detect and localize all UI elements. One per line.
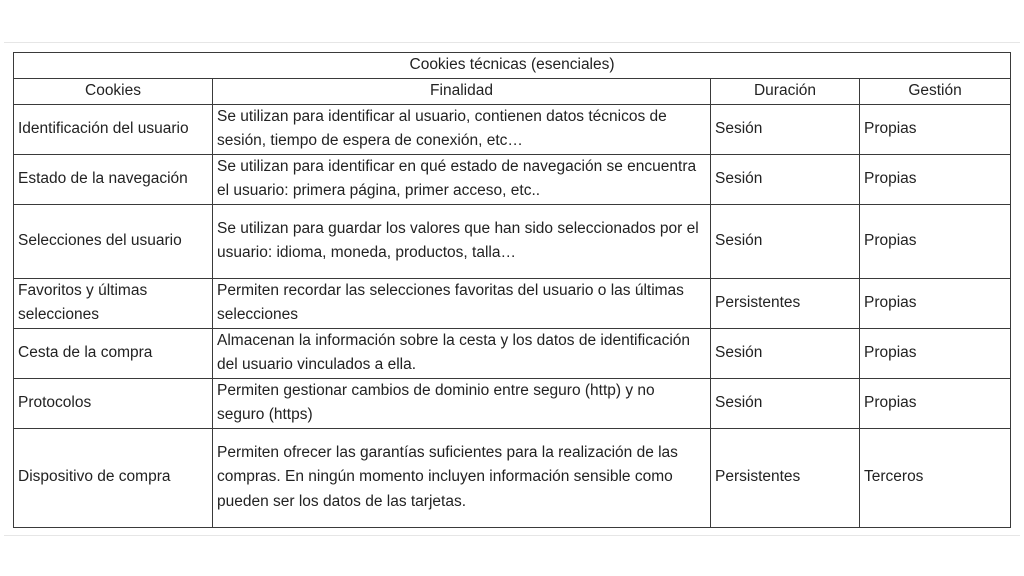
purpose-cell: Permiten gestionar cambios de dominio entre seguro (http) y no seguro (https) [213,378,711,428]
management-cell: Propias [860,278,1011,328]
duration-cell: Sesión [711,154,860,204]
cookie-name-cell: Identificación del usuario [14,104,213,154]
cookie-name-cell: Favoritos y últimas selecciones [14,278,213,328]
management-cell: Terceros [860,428,1011,527]
table-row [14,378,1011,428]
column-header-finalidad: Finalidad [213,79,711,105]
table-row [14,104,1011,154]
management-cell: Propias [860,104,1011,154]
purpose-cell: Se utilizan para guardar los valores que han sido seleccionados por el usuario: idioma, moneda, productos, talla… [213,204,711,278]
cookie-name-cell: Selecciones del usuario [14,204,213,278]
table-header-row [14,79,1011,105]
purpose-cell: Se utilizan para identificar en qué estado de navegación se encuentra el usuario: primera página, primer acceso, etc.. [213,154,711,204]
table-caption-row [14,53,1011,79]
table-row [14,428,1011,527]
cookie-name-cell: Estado de la navegación [14,154,213,204]
purpose-cell: Permiten recordar las selecciones favoritas del usuario o las últimas selecciones [213,278,711,328]
purpose-cell: Almacenan la información sobre la cesta y los datos de identificación del usuario vinculados a ella. [213,328,711,378]
table-row [14,204,1011,278]
duration-cell: Sesión [711,378,860,428]
cookie-name-cell: Cesta de la compra [14,328,213,378]
table-caption: Cookies técnicas (esenciales) [14,53,1011,79]
purpose-cell: Se utilizan para identificar al usuario, contienen datos técnicos de sesión, tiempo de espera de conexión, etc… [213,104,711,154]
management-cell: Propias [860,328,1011,378]
table-row [14,278,1011,328]
duration-cell: Persistentes [711,428,860,527]
cookie-name-cell: Dispositivo de compra [14,428,213,527]
management-cell: Propias [860,154,1011,204]
management-cell: Propias [860,378,1011,428]
column-header-gestion: Gestión [860,79,1011,105]
duration-cell: Sesión [711,104,860,154]
cookies-table [13,52,1011,528]
management-cell: Propias [860,204,1011,278]
table-row [14,328,1011,378]
duration-cell: Sesión [711,328,860,378]
column-header-duracion: Duración [711,79,860,105]
duration-cell: Persistentes [711,278,860,328]
cookie-name-cell: Protocolos [14,378,213,428]
duration-cell: Sesión [711,204,860,278]
table-row [14,154,1011,204]
column-header-cookies: Cookies [14,79,213,105]
purpose-cell: Permiten ofrecer las garantías suficientes para la realización de las compras. En ningún momento incluyen información sensible como pueden ser los datos de las tarjetas. [213,428,711,527]
